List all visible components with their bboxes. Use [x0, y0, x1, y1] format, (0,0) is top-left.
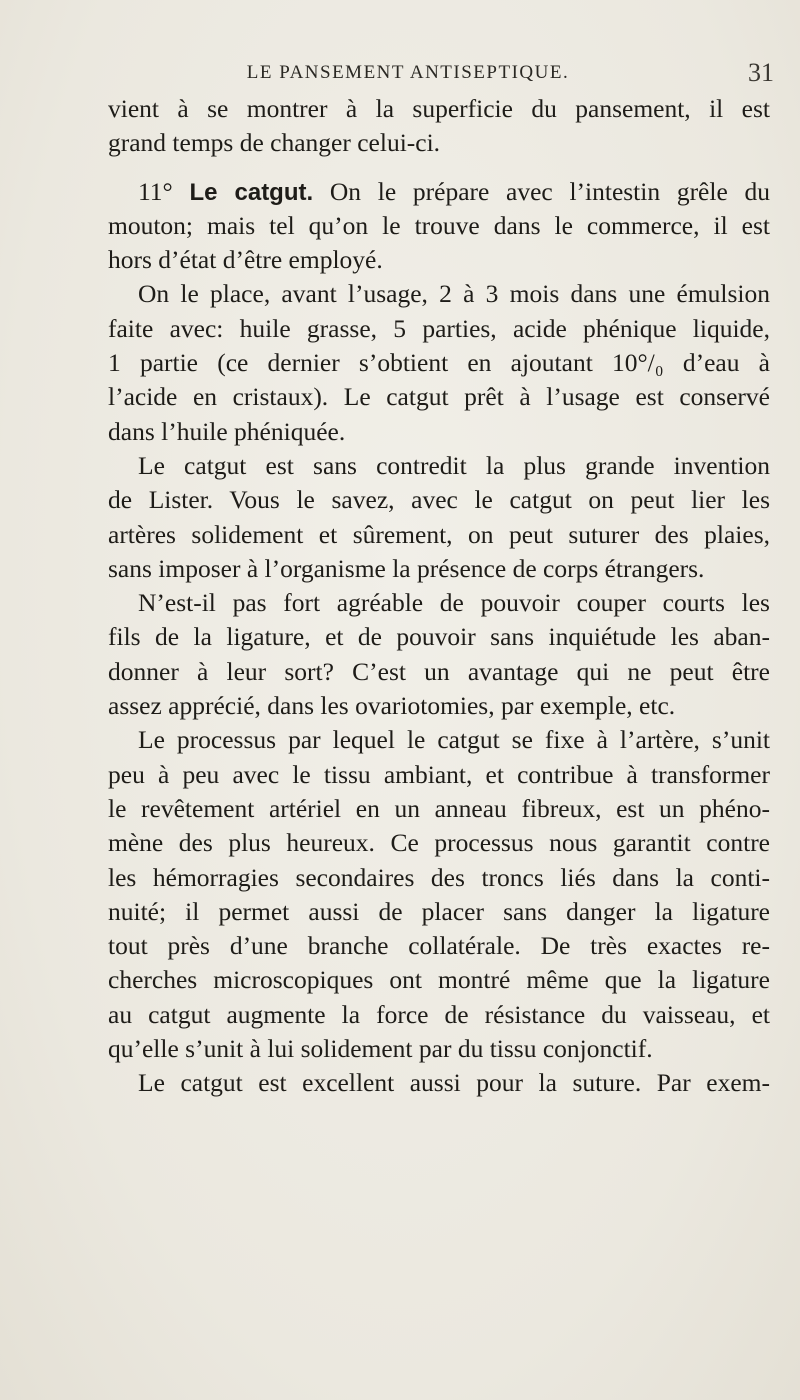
text-line: Le catgut est excellent aussi pour la suture. Par exem- [138, 1068, 770, 1098]
text-line: l’acide en cristaux). Le catgut prêt à l’usage est conservé [108, 382, 770, 412]
text-line: fils de la ligature, et de pouvoir sans inquiétude les aban- [108, 622, 770, 652]
section-heading-line [108, 175, 770, 209]
text-line: artères solidement et sûrement, on peut suturer des plaies, [108, 519, 770, 549]
paragraph-gap [108, 161, 770, 175]
page-header [108, 58, 774, 92]
running-title: LE PANSEMENT ANTISEPTIQUE. [246, 62, 570, 83]
text-line: dans l’huile phéniquée. [108, 416, 346, 446]
text-line: 1 partie (ce dernier s’obtient en ajoutant 10°/₀ d’eau à [108, 348, 770, 378]
text-line: au catgut augmente la force de résistance du vaisseau, et [108, 999, 770, 1029]
text-line: Le catgut est sans contredit la plus grande invention [138, 450, 770, 480]
text-line: grand temps de changer celui-ci. [108, 128, 441, 158]
text-line: On le place, avant l’usage, 2 à 3 mois dans une émulsion [138, 279, 770, 309]
body-text [108, 92, 770, 1101]
text-line: peu à peu avec le tissu ambiant, et contribue à transformer [108, 759, 770, 789]
text-line: qu’elle s’unit à lui solidement par du tissu conjonctif. [108, 1034, 653, 1064]
text-line: sans imposer à l’organisme la présence de corps étrangers. [108, 553, 705, 583]
text-line: cherches microscopiques ont montré même que la ligature [108, 965, 770, 995]
text-line: les hémorragies secondaires des troncs liés dans la conti- [108, 862, 770, 892]
text-line: assez apprécié, dans les ovariotomies, par exemple, etc. [108, 691, 676, 721]
text-line: Le processus par lequel le catgut se fixe à l’artère, s’unit [138, 725, 770, 755]
text-line: donner à leur sort? C’est un avantage qui ne peut être [108, 656, 770, 686]
text-line: hors d’état d’être employé. [108, 245, 383, 275]
text-line: nuité; il permet aussi de placer sans danger la ligature [108, 896, 770, 926]
page-number: 31 [748, 58, 774, 87]
text-line: faite avec: huile grasse, 5 parties, acide phénique liquide, [108, 313, 770, 343]
text-line: le revêtement artériel en un anneau fibreux, est un phéno- [108, 793, 770, 823]
text-line: mouton; mais tel qu’on le trouve dans le commerce, il est [108, 210, 770, 240]
section-number: 11° [138, 176, 173, 206]
text-line: tout près d’une branche collatérale. De très exactes re- [108, 931, 770, 961]
text-line: vient à se montrer à la superficie du pansement, il est [108, 94, 770, 123]
text-line: mène des plus heureux. Ce processus nous garantit contre [108, 828, 770, 858]
text-line: de Lister. Vous le savez, avec le catgut on peut lier les [108, 485, 770, 515]
text-line: N’est-il pas fort agréable de pouvoir couper courts les [138, 588, 770, 618]
section-title: Le catgut. [189, 178, 314, 206]
text-line-rest: On le prépare avec l’intestin grêle du [313, 176, 770, 206]
